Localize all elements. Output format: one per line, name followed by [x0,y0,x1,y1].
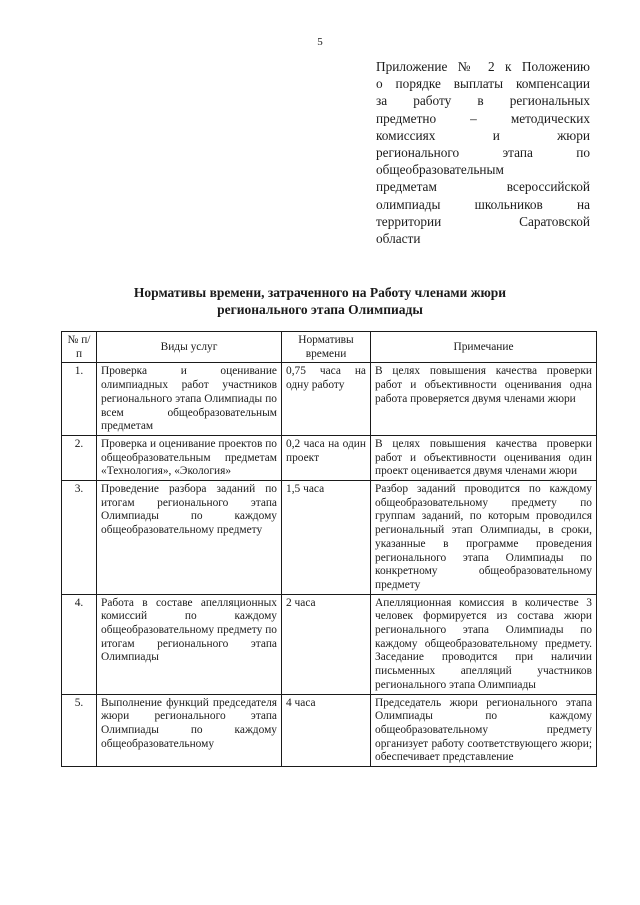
appendix-line: территории Саратовской [376,213,590,229]
header-norm: Нормативы времени [282,332,371,363]
row-num: 4. [62,594,97,694]
appendix-line: о порядке выплаты компенсации [376,76,590,92]
appendix-line: регионального этапа по [376,145,590,161]
row-norm: 0,2 часа на один проект [282,435,371,480]
row-note: В целях повышения качества проверки работ и объективности оценивания одна работа проверяется двумя членами жюри [371,363,597,436]
table-row [62,435,597,480]
row-service: Проверка и оценивание олимпиадных работ участников регионального этапа Олимпиады по всем общеобразовательным предметам [97,363,282,436]
row-service: Работа в составе апелляционных комиссий по каждому общеобразовательному предмету по итогам регионального этапа Олимпиады [97,594,282,694]
row-num: 5. [62,694,97,767]
page-number: 5 [317,36,323,48]
appendix-heading [376,58,590,247]
row-num: 3. [62,481,97,595]
row-norm: 0,75 часа на одну работу [282,363,371,436]
title-line-2: регионального этапа Олимпиады [217,302,423,317]
header-service: Виды услуг [97,332,282,363]
row-note: Председатель жюри регионального этапа Олимпиады по каждому общеобразовательному предмету организует работу соответствующего жюри; обеспечивает представление [371,694,597,767]
table-row [62,363,597,436]
row-num: 2. [62,435,97,480]
norms-table [61,331,597,767]
row-norm: 2 часа [282,594,371,694]
row-service: Проверка и оценивание проектов по общеобразовательным предметам «Технология», «Экология» [97,435,282,480]
appendix-line: общеобразовательным [376,162,504,178]
title-line-1: Нормативы времени, затраченного на Работу членами жюри [133,285,507,300]
row-service: Проведение разбора заданий по итогам регионального этапа Олимпиады по каждому общеобразовательному предмету [97,481,282,595]
header-note: Примечание [371,332,597,363]
table-row [62,694,597,767]
row-note: Апелляционная комиссия в количестве 3 человек формируется из состава жюри регионального этапа Олимпиады по каждому общеобразовательному предмету. Заседание проводится при наличии письменных апелляций участников регионального этапа Олимпиады [371,594,597,694]
appendix-line: предметно – методических [376,110,590,126]
document-title [60,284,580,318]
table-row [62,481,597,595]
appendix-line: области [376,231,421,247]
appendix-line: комиссиях и жюри [376,127,590,143]
table-row [62,594,597,694]
table-header-row [62,332,597,363]
appendix-line: олимпиады школьников на [376,196,590,212]
row-norm: 1,5 часа [282,481,371,595]
header-num: № п/п [62,332,97,363]
row-note: В целях повышения качества проверки работ и объективности оценивания один проект оценивается двумя членами жюри [371,435,597,480]
row-note: Разбор заданий проводится по каждому общеобразовательному предмету по группам заданий, по которым проводился региональный этап Олимпиады, в сроки, указанные в программе проведения регионального этапа Олимпиады по конкретному общеобразовательному предмету [371,481,597,595]
row-norm: 4 часа [282,694,371,767]
appendix-line: предметам всероссийской [376,179,590,195]
appendix-line: Приложение № 2 к Положению [376,59,590,74]
row-service: Выполнение функций председателя жюри регионального этапа Олимпиады по каждому общеобразовательному [97,694,282,767]
appendix-line: за работу в региональных [376,93,590,109]
row-num: 1. [62,363,97,436]
